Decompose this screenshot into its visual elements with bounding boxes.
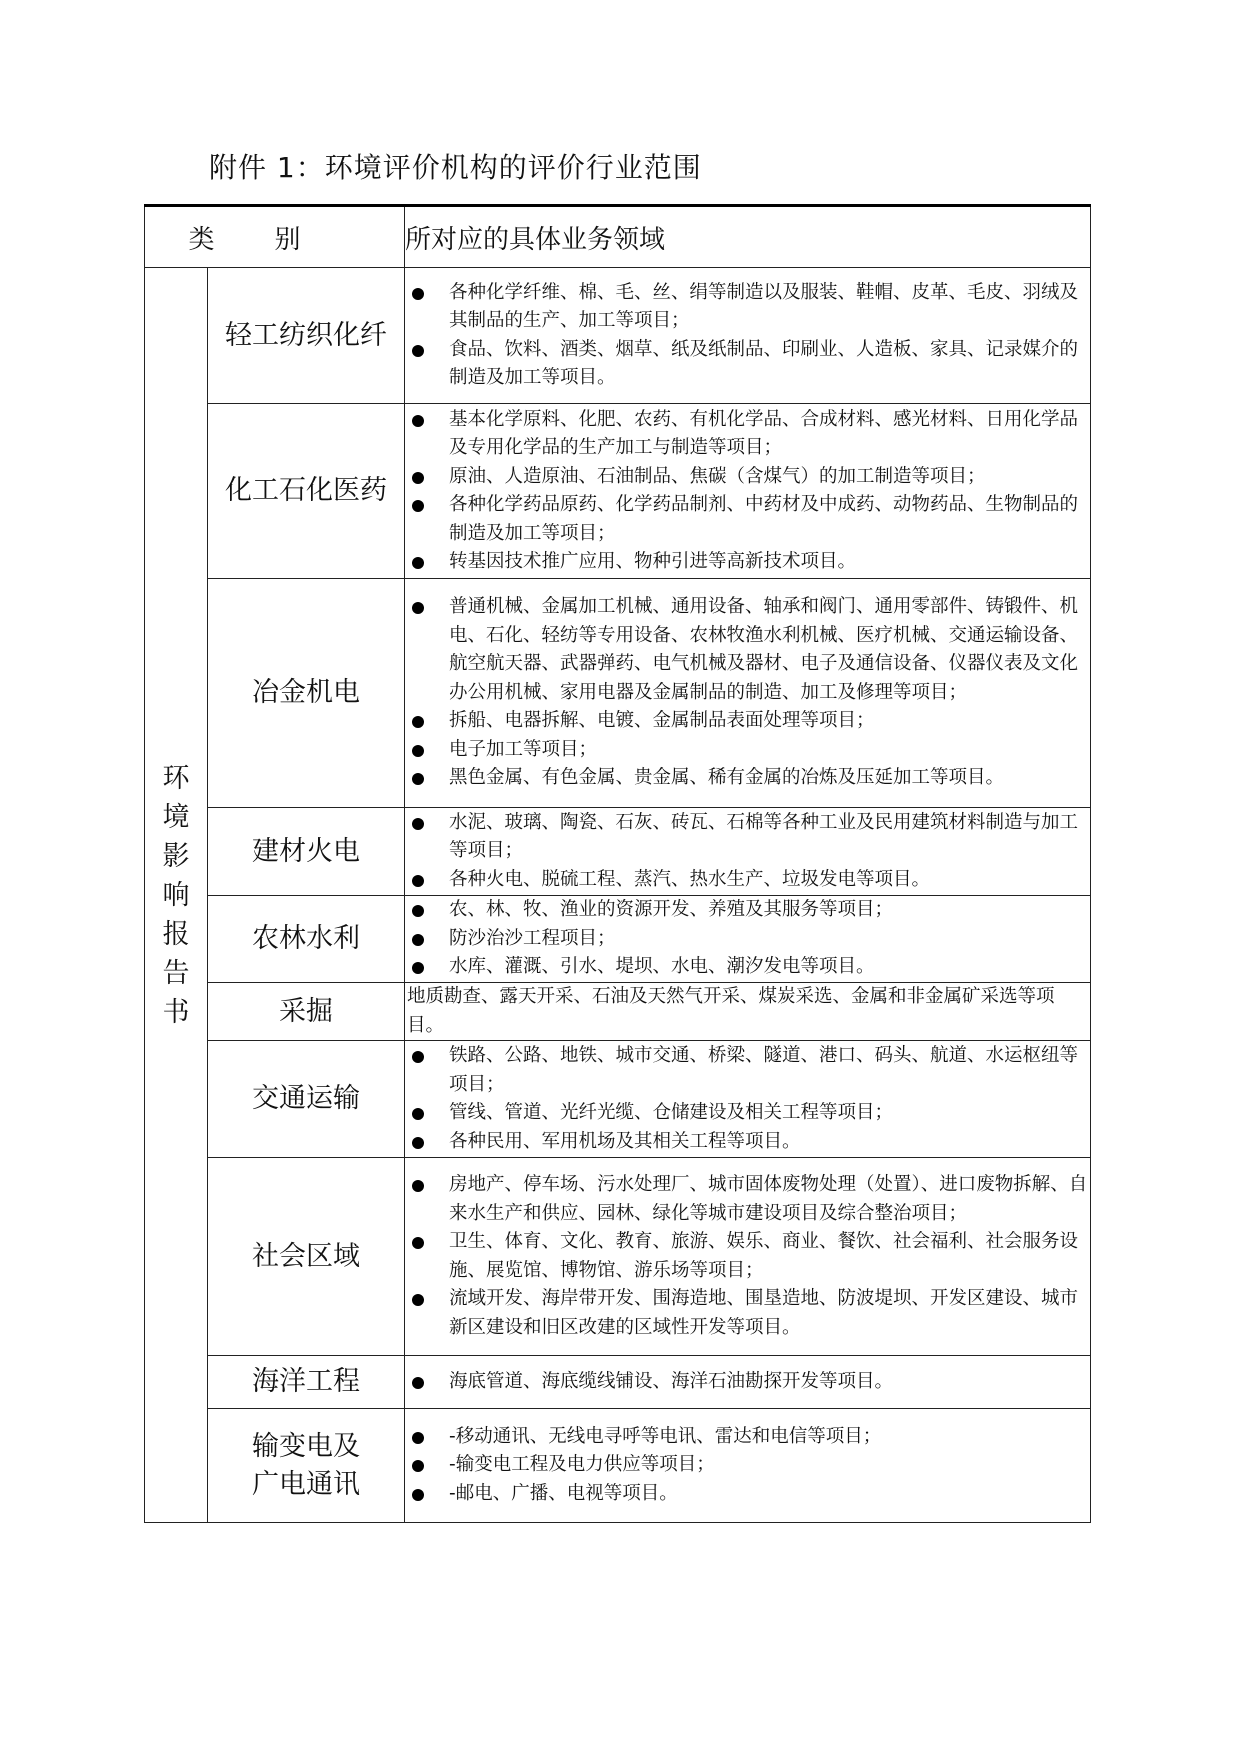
- list-item: [405, 1480, 1090, 1509]
- category-name: 采掘: [279, 995, 333, 1027]
- table-row: [145, 1041, 1091, 1158]
- item-text: -邮电、广播、电视等项目。: [449, 1482, 678, 1504]
- category-name-cell: [208, 896, 405, 983]
- category-name-cell: [208, 808, 405, 896]
- table-row: [145, 268, 1091, 404]
- list-item: [405, 463, 1090, 492]
- list-item: [405, 1368, 1090, 1397]
- bullet-icon: [412, 962, 424, 974]
- business-scope-cell: [405, 1409, 1091, 1523]
- item-text: 海底管道、海底缆线铺设、海洋石油勘探开发等项目。: [449, 1370, 894, 1392]
- table-row: [145, 1409, 1091, 1523]
- list-item: [405, 809, 1090, 866]
- category-name-cell: [208, 983, 405, 1041]
- category-name: 冶金机电: [252, 677, 360, 708]
- list-item: [405, 1042, 1090, 1099]
- item-text: -输变电工程及电力供应等项目；: [449, 1454, 715, 1476]
- category-name: 农林水利: [252, 923, 360, 954]
- major-category-char: 报: [162, 918, 190, 950]
- bullet-icon: [412, 773, 424, 785]
- table-row: [145, 579, 1091, 808]
- bullet-icon: [412, 472, 424, 484]
- bullet-icon: [412, 716, 424, 728]
- list-item: [405, 491, 1090, 548]
- bullet-icon: [412, 1377, 424, 1389]
- list-item: [405, 1099, 1090, 1128]
- industry-scope-table: [144, 204, 1091, 1523]
- table-row: [145, 1356, 1091, 1409]
- business-item-list: [405, 896, 1090, 982]
- category-name: 广电通讯: [252, 1468, 360, 1500]
- list-item: [405, 896, 1090, 925]
- bullet-icon: [412, 1294, 424, 1306]
- major-category-char: 响: [162, 879, 190, 911]
- business-item-list: [405, 406, 1090, 577]
- list-item: [405, 1423, 1090, 1452]
- business-item-list: [405, 1042, 1090, 1156]
- major-category-char: 书: [162, 996, 190, 1028]
- category-name-cell: [208, 268, 405, 404]
- table-body: [145, 268, 1091, 1523]
- list-item: [405, 736, 1090, 765]
- business-item-list: [405, 279, 1090, 393]
- table-row: [145, 896, 1091, 983]
- category-name-cell: [208, 1356, 405, 1409]
- bullet-icon: [412, 1180, 424, 1192]
- list-item: [405, 707, 1090, 736]
- list-item: [405, 1285, 1090, 1342]
- business-item-list: [405, 1171, 1090, 1342]
- category-name: 社会区域: [252, 1240, 360, 1272]
- bullet-icon: [412, 818, 424, 830]
- bullet-icon: [412, 1432, 424, 1444]
- item-text: 卫生、体育、文化、教育、旅游、娱乐、商业、餐饮、社会福利、社会服务设施、展览馆、博物馆、游乐场等项目；: [449, 1231, 1079, 1281]
- item-text: 防沙治沙工程项目；: [449, 927, 616, 949]
- bullet-icon: [412, 1489, 424, 1501]
- item-text: 转基因技术推广应用、物种引进等高新技术项目。: [449, 551, 857, 572]
- item-text: 各种火电、脱硫工程、蒸汽、热水生产、垃圾发电等项目。: [449, 868, 931, 890]
- bullet-icon: [412, 602, 424, 614]
- item-text: 各种民用、军用机场及其相关工程等项目。: [449, 1130, 801, 1152]
- item-text: 电子加工等项目；: [449, 738, 598, 760]
- bullet-icon: [412, 934, 424, 946]
- category-name-cell: [208, 1041, 405, 1158]
- item-text: 各种化学药品原药、化学药品制剂、中药材及中成药、动物药品、生物制品的制造及加工等项目；: [449, 494, 1079, 544]
- table-row: [145, 404, 1091, 579]
- table-row: [145, 983, 1091, 1041]
- category-name: 输变电及: [252, 1430, 360, 1462]
- category-name-cell: [208, 404, 405, 579]
- major-category-cell: [145, 268, 208, 1523]
- category-name: 化工石化医药: [225, 475, 387, 506]
- bullet-icon: [412, 288, 424, 300]
- item-text: 房地产、停车场、污水处理厂、城市固体废物处理（处置）、进口废物拆解、自来水生产和供应、园林、绿化等城市建设项目及综合整治项目；: [449, 1174, 1088, 1224]
- list-item: [405, 1128, 1090, 1157]
- list-item: [405, 279, 1090, 336]
- list-item: [405, 548, 1090, 577]
- item-text: 拆船、电器拆解、电镀、金属制品表面处理等项目；: [449, 710, 875, 732]
- business-scope-cell: [405, 896, 1091, 983]
- table-row: [145, 1158, 1091, 1356]
- item-text: 地质勘查、露天开采、石油及天然气开采、煤炭采选、金属和非金属矿采选等项目。: [407, 986, 1055, 1036]
- list-item: [405, 925, 1090, 954]
- major-category-char: 环: [162, 762, 190, 794]
- list-item: [405, 1228, 1090, 1285]
- list-item: [405, 336, 1090, 393]
- item-text: 黑色金属、有色金属、贵金属、稀有金属的冶炼及压延加工等项目。: [449, 767, 1005, 789]
- item-text: 铁路、公路、地铁、城市交通、桥梁、隧道、港口、码头、航道、水运枢纽等项目；: [449, 1045, 1079, 1095]
- bullet-icon: [412, 557, 424, 569]
- list-item: [405, 953, 1090, 982]
- bullet-icon: [412, 745, 424, 757]
- item-text: 原油、人造原油、石油制品、焦碳（含煤气）的加工制造等项目；: [449, 465, 986, 487]
- business-scope-cell: [405, 808, 1091, 896]
- business-item-list: [405, 809, 1090, 895]
- item-text: 水库、灌溉、引水、堤坝、水电、潮汐发电等项目。: [449, 956, 875, 978]
- bullet-icon: [412, 1108, 424, 1120]
- list-item: [405, 593, 1090, 707]
- business-item-list: [405, 593, 1090, 793]
- category-name-cell: [208, 1158, 405, 1356]
- category-name-cell: [208, 579, 405, 808]
- category-name-cell: [208, 1409, 405, 1523]
- header-category: 类别: [145, 206, 405, 268]
- category-name: 建材火电: [252, 835, 360, 867]
- item-text: 基本化学原料、化肥、农药、有机化学品、合成材料、感光材料、日用化学品及专用化学品的生产加工与制造等项目；: [449, 408, 1079, 458]
- list-item: [405, 406, 1090, 463]
- business-scope-cell: [405, 579, 1091, 808]
- item-text: 管线、管道、光纤光缆、仓储建设及相关工程等项目；: [449, 1102, 894, 1123]
- business-item-list: [405, 1423, 1090, 1509]
- item-text: 农、林、牧、渔业的资源开发、养殖及其服务等项目；: [449, 899, 894, 921]
- bullet-icon: [412, 415, 424, 427]
- item-text: 流域开发、海岸带开发、围海造地、围垦造地、防波堤坝、开发区建设、城市新区建设和旧区改建的区域性开发等项目。: [449, 1288, 1079, 1338]
- bullet-icon: [412, 1051, 424, 1063]
- bullet-icon: [412, 1237, 424, 1249]
- item-text: 各种化学纤维、棉、毛、丝、绢等制造以及服装、鞋帽、皮革、毛皮、羽绒及其制品的生产、加工等项目；: [449, 281, 1079, 331]
- business-scope-cell: [405, 1356, 1091, 1409]
- business-item-list: [405, 1368, 1090, 1397]
- bullet-icon: [412, 345, 424, 357]
- bullet-icon: [412, 875, 424, 887]
- table-header-row: [145, 206, 1091, 268]
- document-title: 附件 1：环境评价机构的评价行业范围: [209, 151, 702, 184]
- item-text: -移动通讯、无线电寻呼等电讯、雷达和电信等项目；: [449, 1425, 882, 1447]
- business-scope-cell: [405, 268, 1091, 404]
- list-item: [405, 866, 1090, 895]
- category-name: 轻工纺织化纤: [225, 319, 387, 351]
- header-scope: 所对应的具体业务领域: [405, 206, 1091, 268]
- item-text: 水泥、玻璃、陶瓷、石灰、砖瓦、石棉等各种工业及民用建筑材料制造与加工等项目；: [449, 811, 1079, 862]
- category-name: 交通运输: [252, 1083, 360, 1114]
- major-category-char: 影: [162, 840, 190, 872]
- major-category-char: 告: [162, 957, 190, 989]
- table-row: [145, 808, 1091, 896]
- list-item: [405, 764, 1090, 793]
- category-name: 海洋工程: [252, 1366, 360, 1397]
- bullet-icon: [412, 905, 424, 917]
- bullet-icon: [412, 1137, 424, 1149]
- item-text: 普通机械、金属加工机械、通用设备、轴承和阀门、通用零部件、铸锻件、机电、石化、轻纺等专用设备、农林牧渔水利机械、医疗机械、交通运输设备、航空航天器、武器弹药、电气机械及器材、电子及通信设备、仪器仪表及文化办公用机械、家用电器及金属制品的制造、加工及修理等项目；: [449, 596, 1079, 703]
- business-scope-cell: [405, 404, 1091, 579]
- list-item: [405, 1171, 1090, 1228]
- bullet-icon: [412, 500, 424, 512]
- business-scope-cell: [405, 1158, 1091, 1356]
- item-text: 食品、饮料、酒类、烟草、纸及纸制品、印刷业、人造板、家具、记录媒介的制造及加工等项目。: [449, 338, 1079, 388]
- business-scope-cell: [405, 983, 1091, 1041]
- bullet-icon: [412, 1460, 424, 1472]
- business-scope-cell: [405, 1041, 1091, 1158]
- major-category-char: 境: [162, 801, 190, 833]
- list-item: [405, 1451, 1090, 1480]
